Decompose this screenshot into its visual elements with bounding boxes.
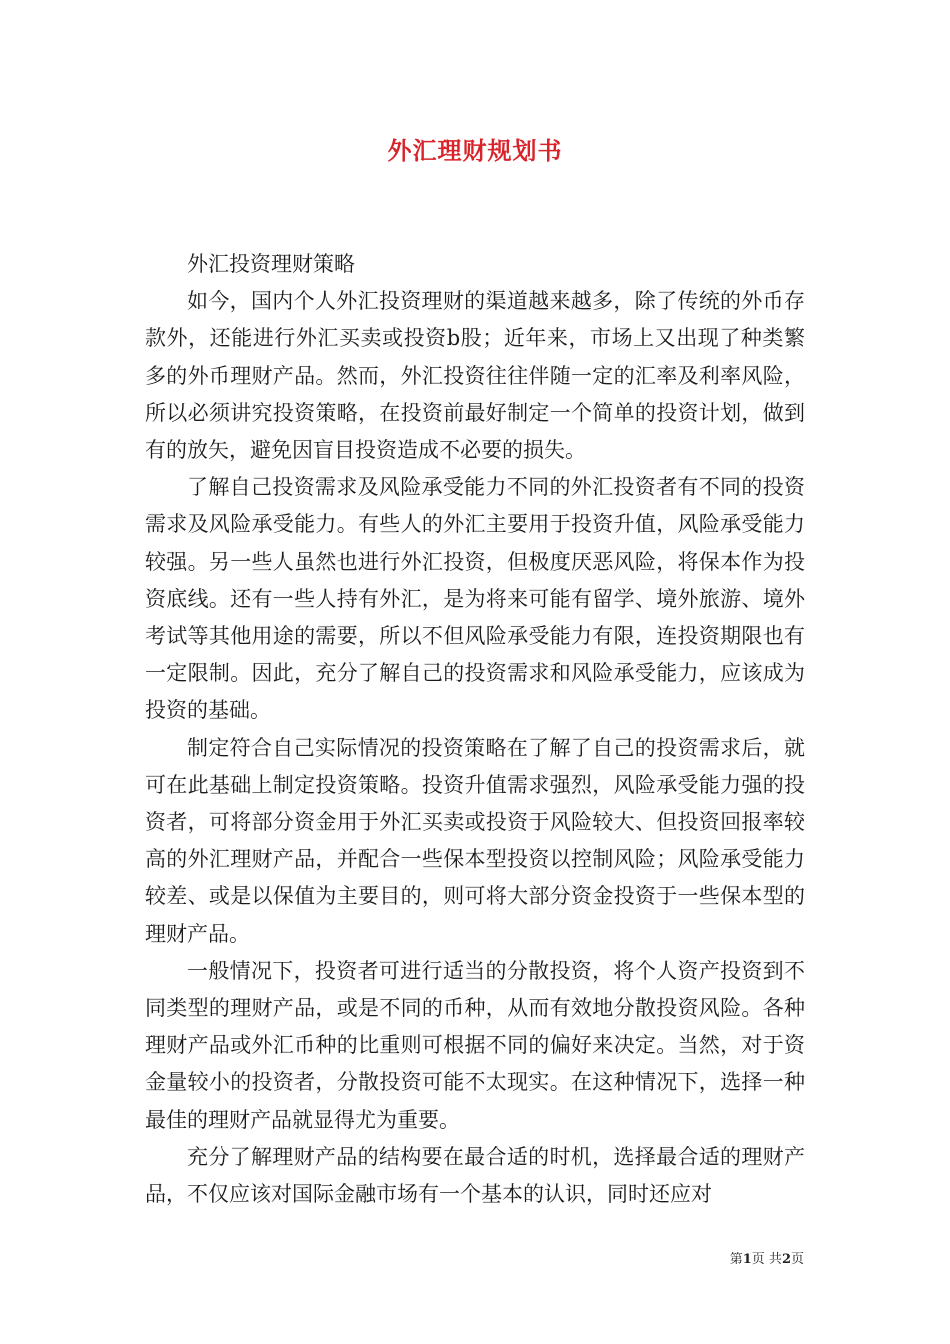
paragraph-subtitle: 外汇投资理财策略 xyxy=(187,252,355,276)
document-title: 外汇理财规划书 xyxy=(387,136,563,165)
footer-prefix: 第 xyxy=(729,1252,743,1267)
page-number-footer xyxy=(730,1248,804,1267)
footer-middle: 页 共 xyxy=(751,1252,782,1267)
document-body xyxy=(145,246,805,1213)
paragraph-intro: 如今，国内个人外汇投资理财的渠道越来越多，除了传统的外币存款外，还能进行外汇买卖或投资b股；近年来，市场上又出现了种类繁多的外币理财产品。然而，外汇投资往往伴随一定的汇率及利率风险，所以必须讲究投资策略，在投资前最好制定一个简单的投资计划，做到有的放矢，避免因盲目投资造成不必要的损失。 xyxy=(145,289,805,463)
footer-current-page: 1 xyxy=(742,1252,752,1267)
paragraph-needs: 了解自己投资需求及风险承受能力不同的外汇投资者有不同的投资需求及风险承受能力。有些人的外汇主要用于投资升值，风险承受能力较强。另一些人虽然也进行外汇投资，但极度厌恶风险，将保本作为投资底线。还有一些人持有外汇，是为将来可能有留学、境外旅游、境外考试等其他用途的需要，所以不但风险承受能力有限，连投资期限也有一定限制。因此，充分了解自己的投资需求和风险承受能力，应该成为投资的基础。 xyxy=(145,475,805,723)
paragraph-diversify: 一般情况下，投资者可进行适当的分散投资，将个人资产投资到不同类型的理财产品，或是不同的币种，从而有效地分散投资风险。各种理财产品或外汇币种的比重则可根据不同的偏好来决定。当然，对于资金量较小的投资者，分散投资可能不太现实。在这种情况下，选择一种最佳的理财产品就显得尤为重要。 xyxy=(145,958,805,1132)
footer-total-pages: 2 xyxy=(781,1252,791,1267)
footer-suffix: 页 xyxy=(790,1252,804,1267)
paragraph-products: 充分了解理财产品的结构要在最合适的时机，选择最合适的理财产品，不仅应该对国际金融市场有一个基本的认识，同时还应对 xyxy=(145,1144,805,1207)
paragraph-strategy: 制定符合自己实际情况的投资策略在了解了自己的投资需求后，就可在此基础上制定投资策略。投资升值需求强烈，风险承受能力强的投资者，可将部分资金用于外汇买卖或投资于风险较大、但投资回报率较高的外汇理财产品，并配合一些保本型投资以控制风险；风险承受能力较差、或是以保值为主要目的，则可将大部分资金投资于一些保本型的理财产品。 xyxy=(145,735,805,946)
